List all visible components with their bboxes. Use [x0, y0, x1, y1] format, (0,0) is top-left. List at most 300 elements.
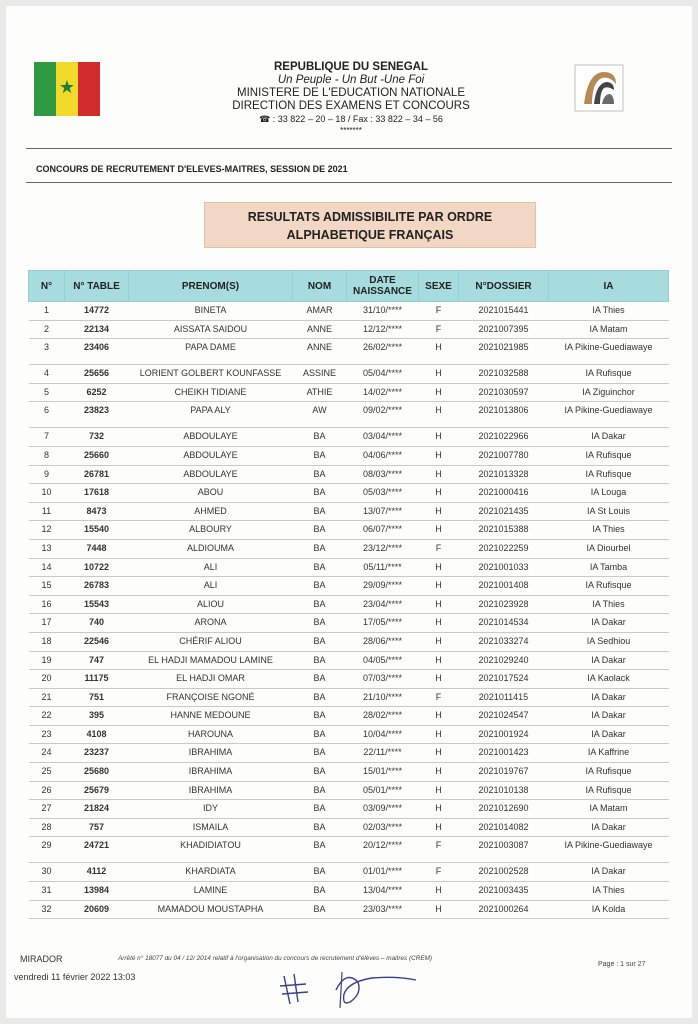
cell-dossier: 2021021985: [459, 339, 549, 365]
cell-dossier: 2021017524: [459, 670, 549, 689]
cell-dossier: 2021022966: [459, 428, 549, 447]
cell-prenom: ALI: [129, 577, 293, 596]
cell-dossier: 2021010138: [459, 781, 549, 800]
cell-dossier: 2021001408: [459, 577, 549, 596]
cell-prenom: IBRAHIMA: [129, 781, 293, 800]
banner-line-1: RESULTATS ADMISSIBILITE PAR ORDRE: [247, 210, 493, 224]
table-row: [29, 863, 669, 882]
cell-prenom: FRANÇOISE NGONÉ: [129, 688, 293, 707]
table-row: [29, 577, 669, 596]
col-header-prenom: PRENOM(S): [129, 271, 293, 302]
cell-table: 395: [65, 707, 129, 726]
cell-table: 25656: [65, 365, 129, 384]
cell-date: 05/01/****: [347, 781, 419, 800]
cell-date: 05/03/****: [347, 484, 419, 503]
table-row: [29, 670, 669, 689]
table-row: [29, 595, 669, 614]
cell-nom: BA: [293, 670, 347, 689]
page-number: Page : 1 sur 27: [598, 961, 646, 968]
cell-table: 740: [65, 614, 129, 633]
cell-date: 08/03/****: [347, 465, 419, 484]
cell-sexe: F: [419, 688, 459, 707]
cell-num: 23: [29, 725, 65, 744]
table-row: [29, 632, 669, 651]
cell-date: 15/01/****: [347, 763, 419, 782]
table-row: [29, 818, 669, 837]
cell-table: 4108: [65, 725, 129, 744]
cell-table: 732: [65, 428, 129, 447]
cell-ia: IA Rufisque: [549, 446, 669, 465]
cell-table: 22134: [65, 320, 129, 339]
cell-prenom: LAMINE: [129, 882, 293, 901]
handwritten-signature-icon: [276, 964, 426, 1012]
cell-date: 28/06/****: [347, 632, 419, 651]
document-page: [6, 6, 692, 1018]
cell-num: 4: [29, 365, 65, 384]
cell-dossier: 2021003435: [459, 882, 549, 901]
cell-date: 04/05/****: [347, 651, 419, 670]
cell-table: 13984: [65, 882, 129, 901]
cell-ia: IA Dakar: [549, 863, 669, 882]
cell-nom: BA: [293, 577, 347, 596]
cell-dossier: 2021023928: [459, 595, 549, 614]
cell-nom: BA: [293, 595, 347, 614]
cell-date: 23/03/****: [347, 900, 419, 919]
footer-decree: Arrêté n° 18077 du 04 / 12/ 2014 relatif à l'organisation du concours de recrutement d'élèves – maitres (CREM): [118, 955, 433, 962]
session-title: CONCOURS DE RECRUTEMENT D'ELEVES-MAITRES, SESSION DE 2021: [36, 164, 348, 174]
cell-prenom: KHADIDIATOU: [129, 837, 293, 863]
cell-nom: BA: [293, 651, 347, 670]
cell-date: 03/04/****: [347, 428, 419, 447]
cell-table: 4112: [65, 863, 129, 882]
cell-table: 25679: [65, 781, 129, 800]
cell-nom: BA: [293, 763, 347, 782]
cell-prenom: HAROUNA: [129, 725, 293, 744]
cell-nom: BA: [293, 744, 347, 763]
table-row: [29, 428, 669, 447]
cell-nom: BA: [293, 688, 347, 707]
cell-sexe: H: [419, 781, 459, 800]
cell-prenom: ARONA: [129, 614, 293, 633]
cell-date: 04/06/****: [347, 446, 419, 465]
cell-nom: BA: [293, 484, 347, 503]
cell-ia: IA Dakar: [549, 428, 669, 447]
cell-date: 06/07/****: [347, 521, 419, 540]
cell-nom: AW: [293, 402, 347, 428]
cell-date: 07/03/****: [347, 670, 419, 689]
separator-stars: *******: [340, 126, 362, 135]
cell-prenom: BINETA: [129, 302, 293, 321]
cell-nom: BA: [293, 882, 347, 901]
cell-date: 28/02/****: [347, 707, 419, 726]
cell-nom: ANNE: [293, 339, 347, 365]
col-header-ia: IA: [549, 271, 669, 302]
table-row: [29, 402, 669, 428]
table-row: [29, 688, 669, 707]
cell-ia: IA Pikine-Guediawaye: [549, 837, 669, 863]
cell-num: 25: [29, 763, 65, 782]
cell-date: 05/11/****: [347, 558, 419, 577]
cell-date: 03/09/****: [347, 800, 419, 819]
cell-ia: IA Dakar: [549, 688, 669, 707]
session-divider: [26, 182, 672, 183]
cell-prenom: ALDIOUMA: [129, 539, 293, 558]
cell-num: 8: [29, 446, 65, 465]
cell-prenom: EL HADJI MAMADOU LAMINE: [129, 651, 293, 670]
cell-ia: IA St Louis: [549, 502, 669, 521]
cell-dossier: 2021029240: [459, 651, 549, 670]
cell-nom: AMAR: [293, 302, 347, 321]
cell-dossier: 2021000264: [459, 900, 549, 919]
cell-ia: IA Pikine-Guediawaye: [549, 339, 669, 365]
cell-table: 15540: [65, 521, 129, 540]
cell-table: 10722: [65, 558, 129, 577]
cell-dossier: 2021013806: [459, 402, 549, 428]
cell-prenom: ISMAILA: [129, 818, 293, 837]
cell-sexe: F: [419, 837, 459, 863]
cell-table: 11175: [65, 670, 129, 689]
cell-num: 7: [29, 428, 65, 447]
cell-dossier: 2021000416: [459, 484, 549, 503]
cell-dossier: 2021007395: [459, 320, 549, 339]
cell-sexe: H: [419, 484, 459, 503]
cell-sexe: H: [419, 707, 459, 726]
cell-date: 22/11/****: [347, 744, 419, 763]
cell-ia: IA Matam: [549, 800, 669, 819]
table-row: [29, 763, 669, 782]
table-header-row: [29, 271, 669, 302]
cell-num: 32: [29, 900, 65, 919]
cell-sexe: H: [419, 614, 459, 633]
results-table: [28, 270, 669, 919]
cell-nom: ANNE: [293, 320, 347, 339]
cell-sexe: H: [419, 670, 459, 689]
table-row: [29, 484, 669, 503]
cell-ia: IA Ziguinchor: [549, 383, 669, 402]
ministry-logo-icon: [574, 64, 624, 112]
cell-dossier: 2021022259: [459, 539, 549, 558]
cell-num: 9: [29, 465, 65, 484]
cell-sexe: H: [419, 651, 459, 670]
cell-nom: BA: [293, 539, 347, 558]
cell-sexe: H: [419, 521, 459, 540]
col-header-date: DATE NAISSANCE: [347, 271, 419, 302]
cell-prenom: LORIENT GOLBERT KOUNFASSE: [129, 365, 293, 384]
cell-num: 13: [29, 539, 65, 558]
cell-num: 19: [29, 651, 65, 670]
cell-num: 10: [29, 484, 65, 503]
cell-dossier: 2021021435: [459, 502, 549, 521]
cell-ia: IA Thies: [549, 595, 669, 614]
cell-prenom: HANNE MEDOUNE: [129, 707, 293, 726]
cell-ia: IA Thies: [549, 521, 669, 540]
cell-ia: IA Kaolack: [549, 670, 669, 689]
document-header: [166, 61, 536, 135]
table-row: [29, 383, 669, 402]
cell-prenom: AHMED: [129, 502, 293, 521]
table-row: [29, 320, 669, 339]
cell-nom: BA: [293, 707, 347, 726]
cell-dossier: 2021001033: [459, 558, 549, 577]
cell-table: 14772: [65, 302, 129, 321]
cell-dossier: 2021032588: [459, 365, 549, 384]
cell-num: 24: [29, 744, 65, 763]
results-banner: [204, 202, 536, 248]
cell-sexe: H: [419, 502, 459, 521]
cell-table: 25660: [65, 446, 129, 465]
cell-table: 17618: [65, 484, 129, 503]
table-row: [29, 502, 669, 521]
cell-sexe: H: [419, 577, 459, 596]
cell-date: 20/12/****: [347, 837, 419, 863]
cell-table: 747: [65, 651, 129, 670]
cell-table: 26783: [65, 577, 129, 596]
cell-sexe: H: [419, 882, 459, 901]
cell-dossier: 2021007780: [459, 446, 549, 465]
contact-line: ☎ : 33 822 – 20 – 18 / Fax : 33 822 – 34 – 56: [259, 114, 443, 124]
cell-table: 23823: [65, 402, 129, 428]
cell-sexe: H: [419, 339, 459, 365]
cell-ia: IA Sedhiou: [549, 632, 669, 651]
cell-dossier: 2021012690: [459, 800, 549, 819]
cell-ia: IA Dakar: [549, 707, 669, 726]
cell-ia: IA Dakar: [549, 614, 669, 633]
cell-table: 21824: [65, 800, 129, 819]
cell-sexe: H: [419, 558, 459, 577]
cell-sexe: F: [419, 302, 459, 321]
cell-num: 31: [29, 882, 65, 901]
cell-dossier: 2021001924: [459, 725, 549, 744]
national-motto: Un Peuple - Un But -Une Foi: [277, 74, 425, 86]
cell-num: 2: [29, 320, 65, 339]
table-row: [29, 744, 669, 763]
cell-date: 31/10/****: [347, 302, 419, 321]
cell-num: 27: [29, 800, 65, 819]
cell-sexe: F: [419, 539, 459, 558]
cell-nom: BA: [293, 900, 347, 919]
cell-table: 6252: [65, 383, 129, 402]
country-title: REPUBLIQUE DU SENEGAL: [274, 61, 428, 73]
cell-ia: IA Pikine-Guediawaye: [549, 402, 669, 428]
cell-prenom: ABDOULAYE: [129, 465, 293, 484]
cell-dossier: 2021015441: [459, 302, 549, 321]
cell-num: 20: [29, 670, 65, 689]
table-row: [29, 365, 669, 384]
cell-num: 6: [29, 402, 65, 428]
cell-num: 18: [29, 632, 65, 651]
cell-prenom: CHÉRIF ALIOU: [129, 632, 293, 651]
print-date: vendredi 11 février 2022 13:03: [14, 972, 136, 982]
cell-sexe: H: [419, 428, 459, 447]
cell-nom: BA: [293, 800, 347, 819]
table-row: [29, 837, 669, 863]
direction-name: DIRECTION DES EXAMENS ET CONCOURS: [232, 100, 470, 112]
cell-sexe: H: [419, 632, 459, 651]
cell-table: 7448: [65, 539, 129, 558]
cell-ia: IA Dakar: [549, 651, 669, 670]
cell-ia: IA Matam: [549, 320, 669, 339]
cell-ia: IA Rufisque: [549, 465, 669, 484]
cell-nom: BA: [293, 837, 347, 863]
cell-date: 29/09/****: [347, 577, 419, 596]
col-header-sexe: SEXE: [419, 271, 459, 302]
cell-ia: IA Thies: [549, 882, 669, 901]
cell-sexe: H: [419, 725, 459, 744]
cell-dossier: 2021003087: [459, 837, 549, 863]
cell-table: 25680: [65, 763, 129, 782]
cell-ia: IA Rufisque: [549, 763, 669, 782]
cell-ia: IA Kaffrine: [549, 744, 669, 763]
cell-sexe: H: [419, 900, 459, 919]
cell-date: 09/02/****: [347, 402, 419, 428]
cell-ia: IA Louga: [549, 484, 669, 503]
table-row: [29, 521, 669, 540]
cell-num: 30: [29, 863, 65, 882]
cell-nom: BA: [293, 781, 347, 800]
cell-ia: IA Rufisque: [549, 577, 669, 596]
cell-nom: BA: [293, 614, 347, 633]
cell-dossier: 2021002528: [459, 863, 549, 882]
cell-num: 14: [29, 558, 65, 577]
cell-table: 8473: [65, 502, 129, 521]
cell-ia: IA Tamba: [549, 558, 669, 577]
cell-prenom: PAPA ALY: [129, 402, 293, 428]
cell-num: 26: [29, 781, 65, 800]
col-header-num: N°: [29, 271, 65, 302]
cell-sexe: H: [419, 446, 459, 465]
cell-nom: BA: [293, 632, 347, 651]
cell-prenom: ALIOU: [129, 595, 293, 614]
cell-date: 23/12/****: [347, 539, 419, 558]
table-row: [29, 465, 669, 484]
table-row: [29, 707, 669, 726]
cell-prenom: CHEIKH TIDIANE: [129, 383, 293, 402]
footer-brand: MIRADOR: [20, 954, 63, 964]
cell-table: 757: [65, 818, 129, 837]
cell-nom: BA: [293, 521, 347, 540]
cell-dossier: 2021001423: [459, 744, 549, 763]
cell-prenom: ABOU: [129, 484, 293, 503]
cell-ia: IA Dakar: [549, 818, 669, 837]
cell-prenom: ABDOULAYE: [129, 446, 293, 465]
cell-ia: IA Rufisque: [549, 781, 669, 800]
cell-prenom: IBRAHIMA: [129, 744, 293, 763]
col-header-table: N° TABLE: [65, 271, 129, 302]
cell-date: 13/07/****: [347, 502, 419, 521]
cell-table: 23406: [65, 339, 129, 365]
cell-date: 10/04/****: [347, 725, 419, 744]
cell-dossier: 2021011415: [459, 688, 549, 707]
cell-num: 3: [29, 339, 65, 365]
col-header-dossier: N°DOSSIER: [459, 271, 549, 302]
cell-num: 5: [29, 383, 65, 402]
banner-line-2: ALPHABETIQUE FRANÇAIS: [286, 228, 454, 242]
cell-ia: IA Rufisque: [549, 365, 669, 384]
cell-ia: IA Kolda: [549, 900, 669, 919]
cell-ia: IA Diourbel: [549, 539, 669, 558]
cell-date: 21/10/****: [347, 688, 419, 707]
cell-dossier: 2021014082: [459, 818, 549, 837]
cell-date: 01/01/****: [347, 863, 419, 882]
cell-prenom: ALBOURY: [129, 521, 293, 540]
cell-nom: BA: [293, 863, 347, 882]
cell-prenom: IBRAHIMA: [129, 763, 293, 782]
cell-ia: IA Dakar: [549, 725, 669, 744]
cell-dossier: 2021030597: [459, 383, 549, 402]
cell-num: 16: [29, 595, 65, 614]
table-row: [29, 446, 669, 465]
table-row: [29, 725, 669, 744]
cell-num: 17: [29, 614, 65, 633]
cell-num: 28: [29, 818, 65, 837]
cell-dossier: 2021013328: [459, 465, 549, 484]
cell-dossier: 2021015388: [459, 521, 549, 540]
cell-prenom: AISSATA SAIDOU: [129, 320, 293, 339]
cell-dossier: 2021019767: [459, 763, 549, 782]
cell-nom: ATHIE: [293, 383, 347, 402]
table-row: [29, 800, 669, 819]
cell-num: 1: [29, 302, 65, 321]
cell-ia: IA Thies: [549, 302, 669, 321]
cell-nom: BA: [293, 428, 347, 447]
cell-table: 15543: [65, 595, 129, 614]
cell-dossier: 2021033274: [459, 632, 549, 651]
cell-dossier: 2021024547: [459, 707, 549, 726]
ministry-name: MINISTERE DE L'EDUCATION NATIONALE: [237, 87, 465, 99]
header-divider: [26, 148, 672, 149]
cell-table: 23237: [65, 744, 129, 763]
cell-nom: BA: [293, 818, 347, 837]
cell-sexe: H: [419, 383, 459, 402]
cell-num: 15: [29, 577, 65, 596]
cell-sexe: H: [419, 744, 459, 763]
cell-date: 13/04/****: [347, 882, 419, 901]
cell-prenom: PAPA DAME: [129, 339, 293, 365]
cell-sexe: F: [419, 863, 459, 882]
cell-sexe: H: [419, 402, 459, 428]
cell-prenom: MAMADOU MOUSTAPHA: [129, 900, 293, 919]
table-row: [29, 614, 669, 633]
cell-date: 17/05/****: [347, 614, 419, 633]
cell-date: 23/04/****: [347, 595, 419, 614]
table-row: [29, 882, 669, 901]
table-row: [29, 302, 669, 321]
cell-nom: BA: [293, 558, 347, 577]
cell-prenom: EL HADJI OMAR: [129, 670, 293, 689]
cell-table: 26781: [65, 465, 129, 484]
cell-date: 14/02/****: [347, 383, 419, 402]
table-row: [29, 339, 669, 365]
table-row: [29, 558, 669, 577]
cell-num: 12: [29, 521, 65, 540]
cell-table: 751: [65, 688, 129, 707]
cell-num: 11: [29, 502, 65, 521]
senegal-flag-icon: ★: [34, 62, 100, 116]
cell-num: 29: [29, 837, 65, 863]
cell-date: 26/02/****: [347, 339, 419, 365]
cell-sexe: H: [419, 595, 459, 614]
cell-prenom: IDY: [129, 800, 293, 819]
col-header-nom: NOM: [293, 271, 347, 302]
cell-prenom: ALI: [129, 558, 293, 577]
cell-sexe: F: [419, 320, 459, 339]
cell-dossier: 2021014534: [459, 614, 549, 633]
cell-sexe: H: [419, 465, 459, 484]
cell-date: 05/04/****: [347, 365, 419, 384]
cell-date: 02/03/****: [347, 818, 419, 837]
cell-date: 12/12/****: [347, 320, 419, 339]
table-row: [29, 781, 669, 800]
